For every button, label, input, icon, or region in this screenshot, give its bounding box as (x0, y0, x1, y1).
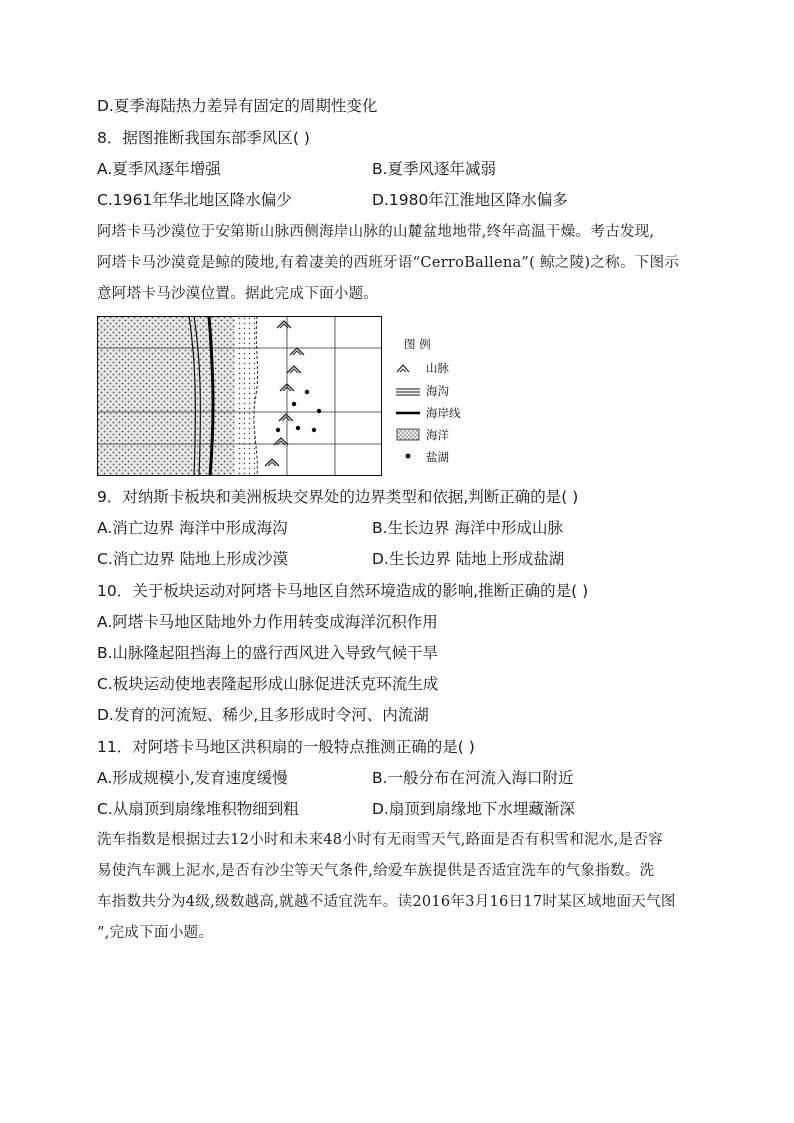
q9-stem: 9．对纳斯卡板块和美洲板块交界处的边界类型和依据,判断正确的是( ) (97, 488, 579, 506)
legend-ocean: 海洋 (426, 428, 449, 442)
q9-option-a: A.消亡边界 海洋中形成海沟 (97, 519, 288, 537)
legend-salt-lake: 盐湖 (426, 450, 449, 464)
q11-option-a: A.形成规模小,发育速度缓慢 (97, 769, 288, 787)
map-legend (396, 338, 476, 468)
trench-legend-icon (396, 389, 420, 395)
q10-option-c: C.板块运动使地表隆起形成山脉促进沃克环流生成 (97, 675, 439, 693)
q11-option-c: C.从扇顶到扇缘堆积物细到粗 (97, 800, 299, 818)
q9-option-d: D.生长边界 陆地上形成盐湖 (372, 550, 565, 568)
legend-coastline: 海岸线 (426, 406, 461, 420)
q10-option-b: B.山脉隆起阻挡海上的盛行西风进入导致气候干旱 (97, 644, 439, 662)
mountain-icon (279, 414, 293, 421)
mountain-icon (265, 459, 279, 466)
passage1-line-1: 阿塔卡马沙漠位于安第斯山脉西侧海岸山脉的山麓盆地地带,终年高温干燥。考古发现, (97, 224, 655, 240)
ocean-area (97, 316, 235, 476)
passage2-line-1: 洗车指数是根据过去12小时和未来48小时有无雨雪天气,路面是否有积雪和泥水,是否容 (97, 832, 663, 848)
legend-trench: 海沟 (426, 384, 449, 398)
q10-stem: 10．关于板块运动对阿塔卡马地区自然环境造成的影响,推断正确的是( ) (97, 582, 589, 600)
q11-option-b: B.一般分布在河流入海口附近 (372, 769, 574, 787)
legend-title: 图 例 (404, 338, 431, 351)
mountain-legend-icon (397, 365, 409, 372)
desert-strip (237, 316, 258, 476)
q9-option-c: C.消亡边界 陆地上形成沙漠 (97, 550, 289, 568)
ocean-legend-icon (397, 429, 419, 440)
q8-option-a: A.夏季风逐年增强 (97, 160, 221, 178)
q8-stem: 8．据图推断我国东部季风区( ) (97, 129, 310, 147)
q11-option-d: D.扇顶到扇缘地下水埋藏渐深 (372, 800, 575, 818)
passage1-line-2: 阿塔卡马沙漠竟是鲸的陵地,有着凄美的西班牙语“CerroBallena”( 鲸之陵)之称。下图示 (97, 255, 680, 271)
q10-option-a: A.阿塔卡马地区陆地外力作用转变成海洋沉积作用 (97, 613, 438, 631)
legend-mountain: 山脉 (426, 361, 449, 375)
mountain-icon (277, 321, 291, 328)
passage1-line-3: 意阿塔卡马沙漠位置。据此完成下面小题。 (97, 286, 379, 302)
q8-option-b: B.夏季风逐年减弱 (372, 160, 497, 178)
q7-option-d: D.夏季海陆热力差异有固定的周期性变化 (97, 97, 378, 115)
mountain-icon (290, 348, 304, 355)
passage2-line-2: 易使汽车溅上泥水,是否有沙尘等天气条件,给爱车族提供是否适宜洗车的气象指数。洗 (97, 863, 655, 879)
mountain-icon (287, 366, 301, 373)
passage2-line-3: 车指数共分为4级,级数越高,就越不适宜洗车。读2016年3月16日17时某区域地面天气图 (97, 894, 676, 910)
salt-lakes (276, 390, 321, 432)
atacama-map (97, 316, 382, 476)
q11-stem: 11．对阿塔卡马地区洪积扇的一般特点推测正确的是( ) (97, 738, 475, 756)
salt-lake-legend-icon (406, 454, 411, 459)
q8-option-c: C.1961年华北地区降水偏少 (97, 191, 292, 209)
q8-option-d: D.1980年江淮地区降水偏多 (372, 191, 568, 209)
q10-option-d: D.发育的河流短、稀少,且多形成时令河、内流湖 (97, 706, 429, 724)
passage2-line-4: ”,完成下面小题。 (97, 925, 214, 941)
q9-option-b: B.生长边界 海洋中形成山脉 (372, 519, 563, 537)
